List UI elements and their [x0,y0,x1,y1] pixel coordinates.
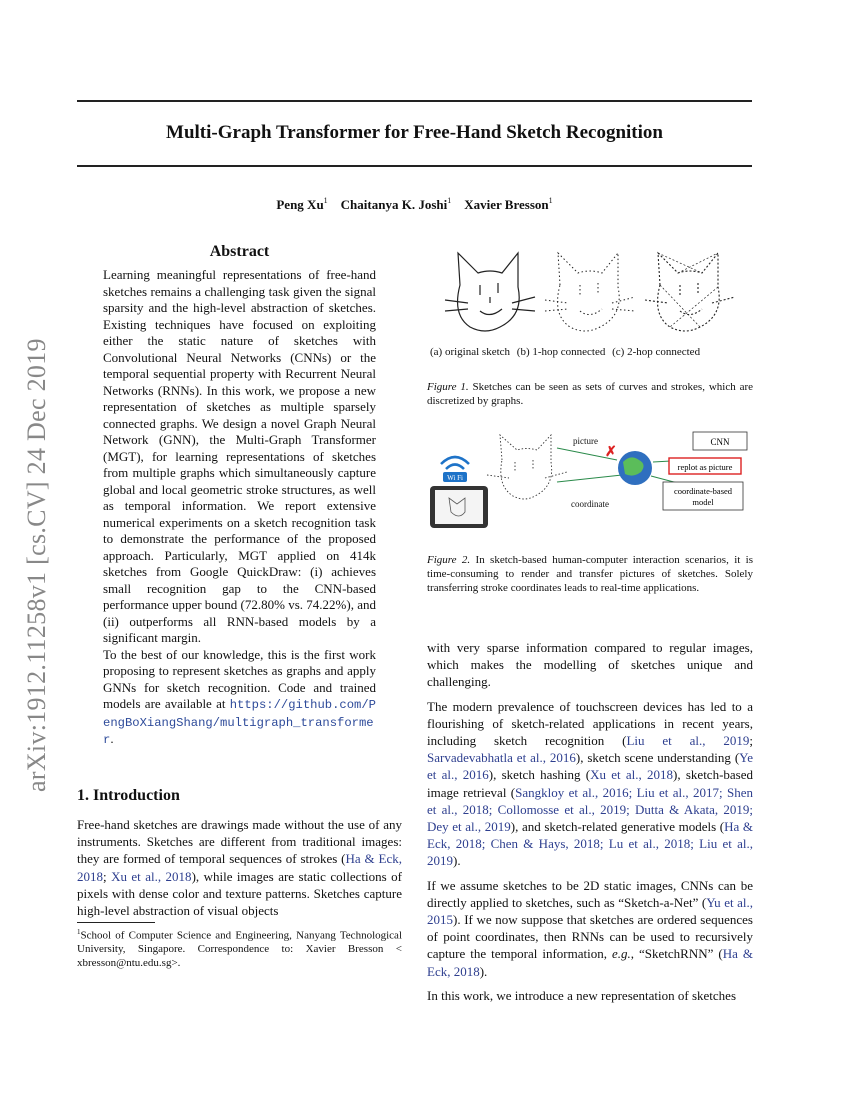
text: ), sketch-based image retrieval ( [427,767,754,800]
caption-label: Figure 2. [427,554,471,566]
model-label-line1: coordinate-based [673,486,733,496]
citation-link[interactable]: Yu et al., 2015 [427,894,753,928]
cat-sketch-original [445,253,535,331]
footnote-text: School of Computer Science and Engineering, Nanyang Technological University, Singapore. Correspondence to: Xavier Bresson < xbresson@ntu.edu.sg>. [77,929,402,969]
replot-label: replot as picture [677,462,733,472]
text: If we assume sketches to be 2D static images, CNNs can be directly applied to sketches, such as “Sketch-a-Net” ( [427,877,753,910]
cat-sketch-1hop [545,253,635,331]
caption-label: Figure 1. [427,381,469,393]
abstract-paragraph: Learning meaningful representations of free-hand sketches remains a challenging task given the signal sparsity and the high-level abstraction of sketches. Existing techniques have focused on exploiting either the static nature of sketches with Convolutional Neural Networks (CNNs) or the temporal sequential property with Recurrent Neural Networks (RNNs). In this work, we propose a new representation of sketches as multiple sparsely connected graphs. We design a novel Graph Neural Network (GNN), the Multi-Graph Transformer (MGT), for learning representations of sketches from multiple graphs which simultaneously capture global and local geometric stroke structures, as well as temporal information. We report extensive numerical experiments on a sketch recognition task to demonstrate the performance of the proposed approach. Particularly, MGT applied on 414k sketches from Google QuickDraw: (i) achieves small recognition gap to the CNN-based performance upper bound (72.80% vs. 74.22%), and (ii) outperforms all RNN-based models by a significant margin. [103,267,376,645]
text: The modern prevalence of touchscreen devices has led to a flourishing of sketch-related applications in recent years, including sketch recognition ( [427,698,753,749]
author-name: Xavier Bresson [464,197,549,212]
abstract-body [103,267,376,749]
figure-2-caption [427,553,753,596]
footnote-mark: 1 [77,928,81,936]
citation-link[interactable]: Xu et al., 2018 [111,868,192,884]
caption-text: Sketches can be seen as sets of curves and strokes, which are discretized by graphs. [427,381,754,408]
arxiv-stamp: arXiv:1912.11258v1 [cs.CV] 24 Dec 2019 [22,338,51,792]
abstract-paragraph [103,647,376,749]
code-link[interactable]: https://github.com/PengBoXiangShang/multigraph_transformer [103,698,376,747]
author-name: Chaitanya K. Joshi [340,197,448,212]
cnn-label: CNN [710,437,730,447]
citation-link[interactable]: Ye et al., 2016 [427,750,754,783]
text: e.g. [611,946,631,962]
text: ). If we now suppose that sketches are ordered sequences of point coordinates, then RNNs can be used to recursively capture the temporal information, [427,912,753,962]
subcaption-a: (a) original sketch [430,346,511,358]
period: . [110,731,114,746]
figure-1-caption [427,380,753,408]
figure-1-sketches [440,245,740,345]
subcaption-c: (c) 2-hop connected [612,346,701,358]
blocked-x-icon: ✗ [605,445,617,460]
top-rule [77,100,752,102]
text: ), sketch scene understanding ( [575,750,740,766]
affiliation-mark: 1 [323,196,328,205]
body-paragraph [427,698,753,870]
abstract-heading: Abstract [209,243,270,260]
wifi-icon [441,457,469,469]
figure-1-subcaptions [430,346,760,358]
author-name: Peng Xu [276,197,324,212]
author-list [77,196,752,213]
center-sketch-graph [487,435,567,499]
text: , “SketchRNN” ( [630,946,723,962]
footnote-rule [77,922,155,923]
affiliation-mark: 1 [447,196,452,205]
citation-link[interactable]: Xu et al., 2018 [590,767,674,783]
citation-link[interactable]: Sangkloy et al., 2016; Liu et al., 2017; Shen et al., 2018; Collomosse et al., 2019; Dutta & Akata, 2019; Dey et al., 2019 [427,784,753,835]
abstract-text: To the best of our knowledge, this is the first work proposing to represent sketches as graphs and apply GNNs for sketch recognition. Code and trained models are available at [103,646,376,711]
citation-link[interactable]: Ha & Eck, 2018 [77,851,402,884]
cat-sketch-2hop [645,253,735,331]
caption-text: In sketch-based human-computer interaction scenarios, it is time-consuming to render and transfer pictures of sketches. Solely transferring stroke coordinates leads to real-time applications. [427,554,754,595]
text: ; [749,733,753,749]
figure-2-diagram [427,420,757,535]
body-paragraph [427,877,753,980]
section-heading-introduction: 1. Introduction [77,787,180,804]
citation-link[interactable]: Sarvadevabhatla et al., 2016 [427,750,576,766]
text: ; [103,868,112,884]
citation-link[interactable]: Ha & Eck, 2018 [427,946,753,979]
affiliation-footnote [77,926,402,970]
body-paragraph: with very sparse information compared to regular images, which makes the modelling of sketches unique and challenging. [427,640,753,690]
subcaption-b: (b) 1-hop connected [516,346,606,358]
body-paragraph: In this work, we introduce a new representation of sketches [427,987,737,1003]
paper-title: Multi-Graph Transformer for Free-Hand Sketch Recognition [166,122,663,143]
model-label-line2: model [692,497,714,507]
tablet-screen [435,490,483,524]
text: Free-hand sketches are drawings made without the use of any instruments. Sketches are different from traditional images: they are formed of temporal sequences of strokes ( [77,817,402,867]
coordinate-arrow [557,475,622,482]
text: ). [453,853,461,869]
text: ). [479,963,488,979]
affiliation-mark: 1 [548,196,553,205]
picture-label: picture [573,436,598,446]
citation-link[interactable]: Ha & Eck, 2018; Chen & Hays, 2018; Lu et al., 2018; Liu et al., 2019 [427,819,753,869]
text: ), while images are static collections of pixels with dense color and texture patterns. Sketches capture high-level abstraction of visual objects [77,868,402,919]
text: ), and sketch-related generative models ( [510,819,725,835]
intro-body [77,816,402,919]
right-column-body [427,639,753,1011]
text: ), sketch hashing ( [488,767,591,783]
wifi-label: Wi Fi [447,474,463,482]
citation-link[interactable]: Liu et al., 2019 [626,733,750,749]
title-bottom-rule [77,165,752,167]
intro-paragraph [77,816,402,919]
coordinate-label: coordinate [571,499,609,509]
